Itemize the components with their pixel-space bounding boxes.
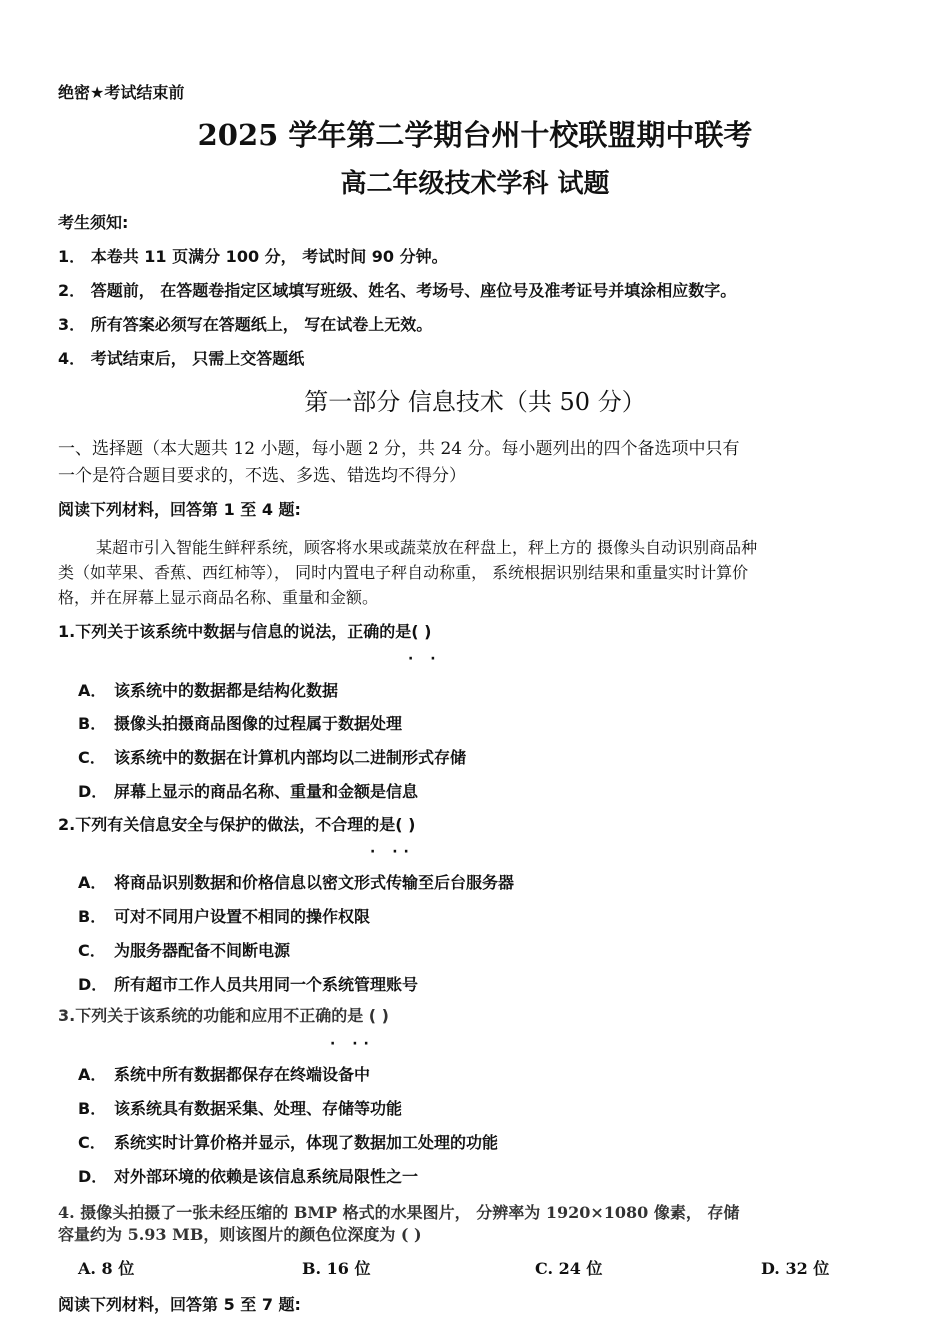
notice-item: 1． 本卷共 11 页满分 100 分， 考试时间 90 分钟。 [58, 247, 448, 266]
notice-heading: 考生须知: [58, 213, 129, 232]
option: C． 该系统中的数据在计算机内部均以二进制形式存储 [78, 748, 467, 767]
option: B． 该系统具有数据采集、处理、存储等功能 [78, 1099, 403, 1118]
material-lead: 阅读下列材料，回答第 5 至 7 题: [58, 1295, 301, 1314]
option: D. 32 位 [761, 1259, 830, 1278]
notice-item: 4． 考试结束后， 只需上交答题纸 [58, 349, 305, 368]
option: A． 系统中所有数据都保存在终端设备中 [78, 1065, 371, 1084]
question-stem: 容量约为 5.93 MB，则该图片的颜色位深度为 ( ) [58, 1225, 422, 1244]
material-text: 格，并在屏幕上显示商品名称、重量和金额。 [58, 588, 379, 607]
option: D． 所有超市工作人员共用同一个系统管理账号 [78, 975, 419, 994]
question-stem: 4. 摄像头拍摄了一张未经压缩的 BMP 格式的水果图片， 分辨率为 1920×1080 像素， 存储 [58, 1203, 740, 1222]
material-text: 某超市引入智能生鲜秤系统，顾客将水果或蔬菜放在秤盘上，秤上方的 摄像头自动识别商品种 [96, 538, 758, 557]
option: D． 屏幕上显示的商品名称、重量和金额是信息 [78, 782, 419, 801]
option: B. 16 位 [302, 1259, 371, 1278]
material-lead: 阅读下列材料，回答第 1 至 4 题: [58, 500, 301, 519]
emphasis-dots: · ·· [370, 844, 415, 860]
option: A． 将商品识别数据和价格信息以密文形式传输至后台服务器 [78, 873, 515, 892]
question-stem: 2.下列有关信息安全与保护的做法，不合理的是( ) [58, 815, 416, 834]
option: C． 系统实时计算价格并显示，体现了数据加工处理的功能 [78, 1133, 499, 1152]
notice-item: 3． 所有答案必须写在答题纸上， 写在试卷上无效。 [58, 315, 433, 334]
confidential-mark: 绝密★考试结束前 [58, 83, 185, 102]
emphasis-dots: · · [408, 651, 442, 667]
option: C． 为服务器配备不间断电源 [78, 941, 291, 960]
question-stem: 3.下列关于该系统的功能和应用不正确的是 ( ) [58, 1006, 389, 1025]
exam-title: 2025 学年第二学期台州十校联盟期中联考 [197, 118, 753, 152]
option: C. 24 位 [535, 1259, 603, 1278]
section-intro: 一个是符合题目要求的，不选、多选、错选均不得分） [58, 466, 466, 486]
option: A. 8 位 [78, 1259, 135, 1278]
section-intro: 一、选择题（本大题共 12 小题，每小题 2 分，共 24 分。每小题列出的四个备选项中只有 [58, 439, 740, 459]
part-title: 第一部分 信息技术（共 50 分） [304, 388, 646, 416]
emphasis-dots: · ·· [330, 1036, 375, 1052]
option: A． 该系统中的数据都是结构化数据 [78, 681, 339, 700]
notice-item: 2． 答题前， 在答题卷指定区域填写班级、姓名、考场号、座位号及准考证号并填涂相应数字。 [58, 281, 737, 300]
question-stem: 1.下列关于该系统中数据与信息的说法，正确的是( ) [58, 622, 432, 641]
option: D． 对外部环境的依赖是该信息系统局限性之一 [78, 1167, 419, 1186]
material-text: 类（如苹果、香蕉、西红柿等）， 同时内置电子秤自动称重， 系统根据识别结果和重量实时计算价 [58, 563, 749, 582]
exam-subtitle: 高二年级技术学科 试题 [340, 169, 610, 199]
option: B． 可对不同用户设置不相同的操作权限 [78, 907, 371, 926]
option: B． 摄像头拍摄商品图像的过程属于数据处理 [78, 714, 403, 733]
